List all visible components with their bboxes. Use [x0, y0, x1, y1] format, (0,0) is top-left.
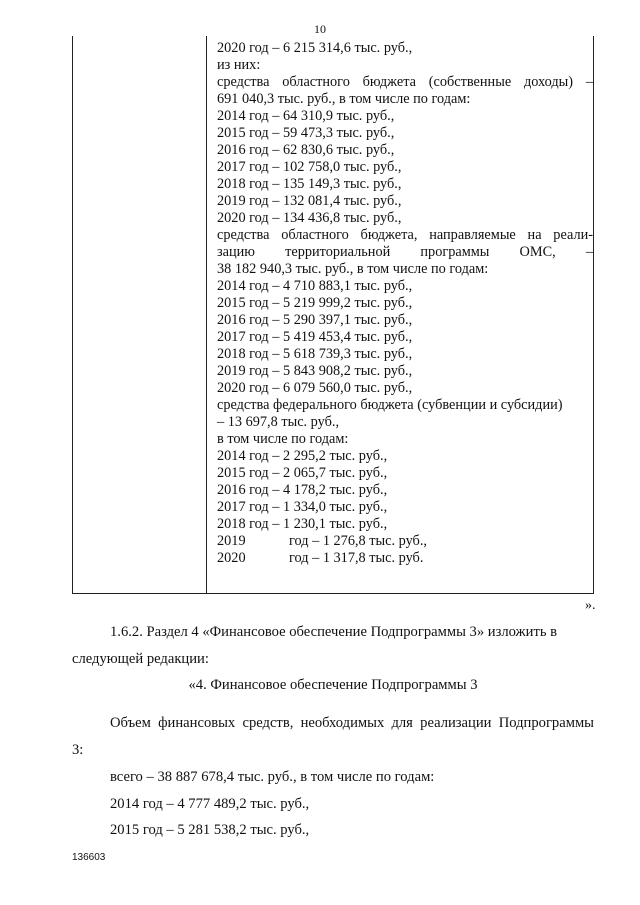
amendment-paragraph-continuation: следующей редакции:	[72, 651, 209, 667]
page-number: 10	[314, 22, 326, 36]
table-line: 2016 год – 62 830,6 тыс. руб.,	[217, 142, 395, 158]
table-line: зацию территориальной программы ОМС, –	[217, 244, 593, 260]
funding-year-line: 2015 год – 5 281 538,2 тыс. руб.,	[110, 822, 310, 838]
table-line: из них:	[217, 57, 261, 73]
table-line: средства федерального бюджета (субвенции и субсидии)	[217, 397, 563, 413]
table-line-year: 2019	[217, 533, 246, 549]
table-line: 2018 год – 1 230,1 тыс. руб.,	[217, 516, 388, 532]
table-line: – 13 697,8 тыс. руб.,	[217, 414, 340, 430]
closing-quote: ».	[585, 598, 596, 613]
table-line: 2017 год – 5 419 453,4 тыс. руб.,	[217, 329, 413, 345]
table-line: 2017 год – 1 334,0 тыс. руб.,	[217, 499, 388, 515]
table-line-amount: год – 1 317,8 тыс. руб.	[289, 550, 424, 566]
table-line: 38 182 940,3 тыс. руб., в том числе по годам:	[217, 261, 489, 277]
table-line: средства областного бюджета, направляемые на реали-	[217, 227, 593, 243]
table-line: 2017 год – 102 758,0 тыс. руб.,	[217, 159, 402, 175]
amendment-paragraph: 1.6.2. Раздел 4 «Финансовое обеспечение Подпрограммы 3» изложить в	[110, 624, 558, 640]
funding-volume-paragraph-continuation: 3:	[72, 742, 84, 758]
table-line-year: 2020	[217, 550, 246, 566]
table-line-amount: год – 1 276,8 тыс. руб.,	[289, 533, 427, 549]
table-line: 2018 год – 5 618 739,3 тыс. руб.,	[217, 346, 413, 362]
table-line: 2020 год – 6 215 314,6 тыс. руб.,	[217, 40, 413, 56]
table-line: 2014 год – 2 295,2 тыс. руб.,	[217, 448, 388, 464]
table-line: 2020 год – 134 436,8 тыс. руб.,	[217, 210, 402, 226]
table-cell-funding-details	[217, 40, 593, 567]
section-heading: «4. Финансовое обеспечение Подпрограммы 3	[188, 677, 478, 693]
table-line: 2019 год – 5 843 908,2 тыс. руб.,	[217, 363, 413, 379]
table-line: 2016 год – 4 178,2 тыс. руб.,	[217, 482, 388, 498]
table-line: 2016 год – 5 290 397,1 тыс. руб.,	[217, 312, 413, 328]
table-line: 2018 год – 135 149,3 тыс. руб.,	[217, 176, 402, 192]
funding-volume-paragraph: Объем финансовых средств, необходимых для реализации Подпрограммы	[110, 715, 594, 731]
table-line: 691 040,3 тыс. руб., в том числе по годам:	[217, 91, 471, 107]
table-line	[217, 533, 593, 550]
funding-table	[72, 36, 594, 594]
table-line: 2015 год – 2 065,7 тыс. руб.,	[217, 465, 388, 481]
table-line: 2020 год – 6 079 560,0 тыс. руб.,	[217, 380, 413, 396]
table-line: 2015 год – 59 473,3 тыс. руб.,	[217, 125, 395, 141]
table-line: в том числе по годам:	[217, 431, 349, 447]
funding-total-line: всего – 38 887 678,4 тыс. руб., в том числе по годам:	[110, 769, 435, 785]
table-line: 2014 год – 64 310,9 тыс. руб.,	[217, 108, 395, 124]
table-line	[217, 550, 593, 567]
document-code: 136603	[72, 852, 106, 863]
table-line: 2019 год – 132 081,4 тыс. руб.,	[217, 193, 402, 209]
table-line: средства областного бюджета (собственные доходы) –	[217, 74, 593, 90]
table-line: 2015 год – 5 219 999,2 тыс. руб.,	[217, 295, 413, 311]
table-column-divider	[206, 36, 207, 593]
table-line: 2014 год – 4 710 883,1 тыс. руб.,	[217, 278, 413, 294]
funding-year-line: 2014 год – 4 777 489,2 тыс. руб.,	[110, 796, 310, 812]
